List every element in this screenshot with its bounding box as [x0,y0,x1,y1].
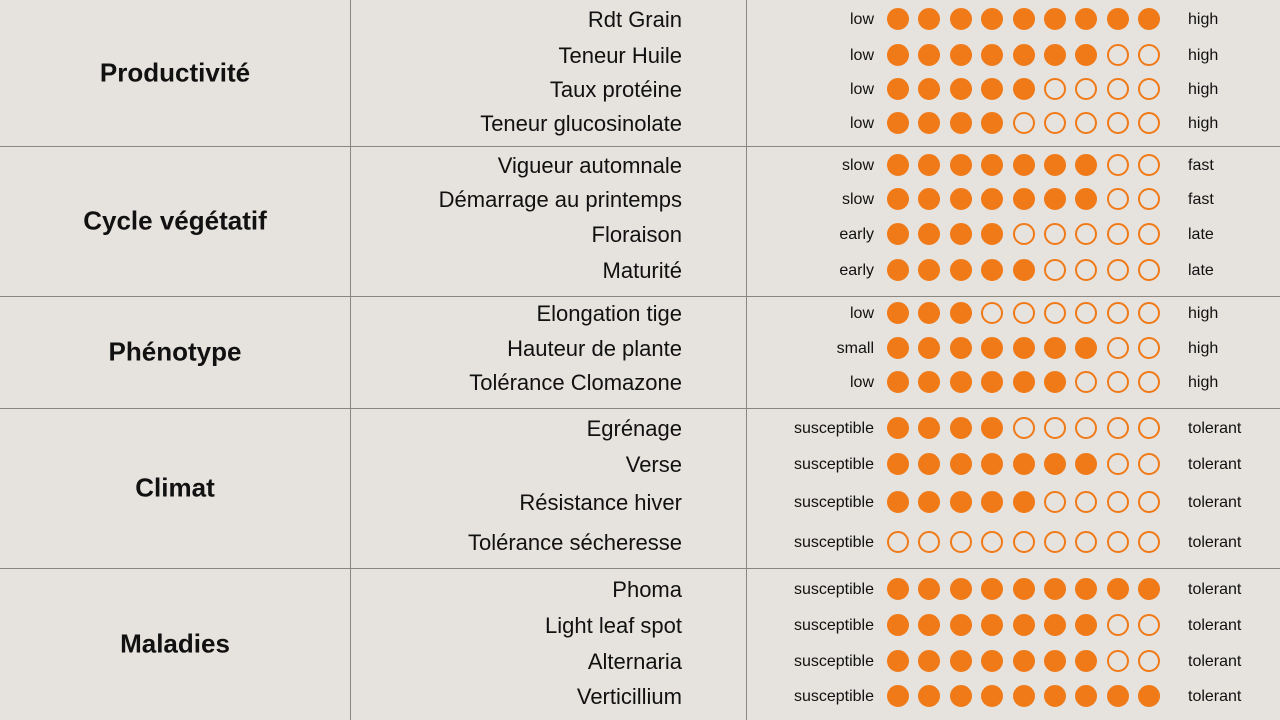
trait-row [0,332,1280,366]
trait-row [0,254,1280,288]
trait-row [0,183,1280,217]
trait-name: Phoma [612,577,682,602]
rating-dot-filled [950,44,972,66]
rating-dot-filled [887,337,909,359]
rating-dots [887,8,1170,32]
rating-dot-empty [1044,531,1066,553]
rating-dot-empty [1138,188,1160,210]
rating-dot-filled [981,453,1003,475]
rating-dot-empty [1075,302,1097,324]
rating-dot-filled [950,578,972,600]
rating-dot-empty [1044,302,1066,324]
trait-name: Elongation tige [536,301,682,326]
rating-dot-filled [1044,453,1066,475]
trait-name: Tolérance Clomazone [469,370,682,395]
scale-low-label: susceptible [793,456,874,473]
rating-dot-empty [1107,154,1129,176]
scale-high-label: tolerant [1188,617,1242,634]
trait-row [0,448,1280,482]
rating-dot-filled [918,685,940,707]
rating-dot-empty [1107,491,1129,513]
section-title: Cycle végétatif [83,205,267,236]
scale-low-label: susceptible [793,688,874,705]
scale-high-label: tolerant [1188,653,1242,670]
rating-dot-empty [1107,223,1129,245]
rating-dot-filled [950,614,972,636]
rating-dot-empty [1138,44,1160,66]
scale-low-label: small [836,340,874,357]
rating-dot-filled [981,371,1003,393]
section-title: Phénotype [108,336,242,367]
rating-dot-empty [1107,417,1129,439]
rating-dot-filled [918,417,940,439]
trait-row [0,609,1280,643]
scale-high-label: high [1188,305,1219,322]
rating-dot-empty [1138,650,1160,672]
rating-dot-filled [1107,578,1129,600]
scale-low-label: susceptible [793,617,874,634]
rating-dot-filled [1044,8,1066,30]
rating-dot-filled [1044,578,1066,600]
rating-dot-filled [887,302,909,324]
rating-dot-filled [981,44,1003,66]
rating-dot-filled [1013,491,1035,513]
rating-dot-filled [887,44,909,66]
rating-dot-filled [1107,685,1129,707]
rating-dot-empty [1107,44,1129,66]
rating-dot-filled [950,453,972,475]
rating-dot-filled [981,259,1003,281]
rating-dot-empty [1075,259,1097,281]
rating-dot-filled [1044,685,1066,707]
trait-name: Teneur glucosinolate [480,111,682,136]
rating-dots [887,223,1170,247]
rating-dot-filled [1044,371,1066,393]
rating-dot-filled [981,417,1003,439]
rating-dot-filled [1013,650,1035,672]
trait-name: Vigueur automnale [497,153,682,178]
rating-dot-empty [1138,453,1160,475]
rating-dot-empty [1075,371,1097,393]
rating-dots [887,154,1170,178]
rating-dot-empty [887,531,909,553]
rating-dot-filled [950,685,972,707]
trait-row [0,3,1280,37]
rating-dot-filled [950,188,972,210]
section-divider [0,146,1280,147]
rating-dot-empty [1138,302,1160,324]
section-title: Climat [135,472,215,503]
trait-row [0,680,1280,714]
rating-dot-empty [1107,78,1129,100]
rating-dot-filled [1075,337,1097,359]
rating-dots [887,531,1170,555]
rating-dots [887,259,1170,283]
rating-dots [887,188,1170,212]
trait-name: Tolérance sécheresse [467,530,682,555]
rating-dot-filled [1044,154,1066,176]
rating-dot-filled [918,188,940,210]
scale-high-label: high [1188,340,1219,357]
rating-dot-empty [1138,223,1160,245]
rating-dot-filled [950,259,972,281]
rating-dot-empty [1138,417,1160,439]
rating-dot-filled [1044,44,1066,66]
rating-dot-empty [1138,491,1160,513]
scale-high-label: late [1188,262,1214,279]
rating-dot-filled [1075,614,1097,636]
rating-dot-empty [1138,112,1160,134]
rating-dot-filled [1013,188,1035,210]
scale-low-label: susceptible [793,420,874,437]
rating-dot-filled [981,685,1003,707]
rating-dot-empty [1107,302,1129,324]
rating-dot-filled [950,112,972,134]
rating-dot-empty [1075,491,1097,513]
rating-dot-filled [1013,685,1035,707]
trait-name: Rdt Grain [587,7,682,32]
trait-row [0,149,1280,183]
scale-high-label: tolerant [1188,494,1242,511]
trait-name: Démarrage au printemps [438,187,682,212]
rating-dot-filled [887,578,909,600]
scale-high-label: high [1188,81,1219,98]
rating-dot-filled [981,337,1003,359]
rating-dot-filled [1044,650,1066,672]
rating-dot-filled [1044,337,1066,359]
section-title: Productivité [99,57,251,88]
rating-dot-empty [1044,223,1066,245]
trait-row [0,573,1280,607]
trait-row [0,297,1280,331]
rating-dot-filled [918,223,940,245]
rating-dot-filled [950,417,972,439]
rating-dot-filled [950,78,972,100]
scale-low-label: low [849,305,874,322]
trait-row [0,39,1280,73]
rating-dots [887,614,1170,638]
rating-dot-filled [918,491,940,513]
rating-dot-filled [1013,44,1035,66]
rating-dot-empty [1107,188,1129,210]
trait-name: Verticillium [576,684,682,709]
trait-name: Verse [625,452,682,477]
rating-dot-filled [887,650,909,672]
rating-dot-empty [918,531,940,553]
rating-dot-filled [887,8,909,30]
rating-dot-empty [1044,112,1066,134]
rating-dot-filled [981,223,1003,245]
rating-dot-empty [1013,112,1035,134]
rating-dot-filled [981,614,1003,636]
trait-name: Hauteur de plante [507,336,682,361]
rating-dot-filled [1013,578,1035,600]
rating-dot-filled [1013,371,1035,393]
trait-row [0,526,1280,560]
rating-dot-filled [1075,8,1097,30]
rating-dot-empty [1075,223,1097,245]
rating-dot-filled [918,578,940,600]
rating-dot-filled [918,371,940,393]
rating-dots [887,44,1170,68]
rating-dot-filled [1075,650,1097,672]
rating-dot-filled [1138,578,1160,600]
rating-dot-filled [981,650,1003,672]
scale-high-label: tolerant [1188,534,1242,551]
rating-dot-empty [1138,259,1160,281]
scale-low-label: low [849,115,874,132]
rating-dot-filled [1075,685,1097,707]
rating-dot-filled [887,188,909,210]
rating-dot-filled [950,337,972,359]
rating-dot-empty [1107,614,1129,636]
rating-dot-filled [1013,154,1035,176]
rating-dot-empty [1013,223,1035,245]
trait-row [0,218,1280,252]
rating-dots [887,685,1170,709]
scale-high-label: tolerant [1188,456,1242,473]
rating-dot-filled [1138,685,1160,707]
rating-dots [887,578,1170,602]
rating-dots [887,337,1170,361]
rating-dot-filled [887,78,909,100]
scale-low-label: low [849,47,874,64]
scale-high-label: tolerant [1188,581,1242,598]
rating-dot-filled [981,491,1003,513]
rating-dot-filled [918,78,940,100]
rating-dot-empty [1138,337,1160,359]
rating-dot-empty [950,531,972,553]
rating-dot-filled [1013,259,1035,281]
trait-name: Maturité [602,258,682,283]
rating-dot-empty [1075,531,1097,553]
rating-dot-filled [887,259,909,281]
scale-low-label: low [849,11,874,28]
rating-dot-filled [950,223,972,245]
scale-low-label: low [849,81,874,98]
rating-dot-filled [887,223,909,245]
rating-dot-empty [1107,650,1129,672]
rating-dot-filled [1075,578,1097,600]
rating-dot-empty [1107,112,1129,134]
trait-name: Alternaria [587,649,682,674]
trait-row [0,73,1280,107]
rating-dot-filled [918,44,940,66]
scale-high-label: high [1188,374,1219,391]
scale-high-label: high [1188,47,1219,64]
rating-dot-empty [1044,417,1066,439]
trait-name: Floraison [591,222,682,247]
rating-dots [887,453,1170,477]
rating-dot-empty [1107,259,1129,281]
rating-dot-empty [981,531,1003,553]
rating-dot-empty [1013,302,1035,324]
scale-low-label: slow [841,191,874,208]
rating-dot-filled [887,614,909,636]
scale-high-label: tolerant [1188,688,1242,705]
rating-dot-empty [1107,371,1129,393]
rating-dot-filled [981,112,1003,134]
rating-dot-filled [918,302,940,324]
rating-dot-filled [1075,154,1097,176]
rating-dot-empty [1138,78,1160,100]
rating-dot-filled [981,578,1003,600]
rating-dot-filled [918,614,940,636]
rating-dots [887,650,1170,674]
trait-row [0,412,1280,446]
scale-low-label: early [839,226,874,243]
scale-high-label: high [1188,11,1219,28]
rating-dot-filled [1013,453,1035,475]
scale-low-label: susceptible [793,581,874,598]
rating-dot-filled [887,417,909,439]
rating-dot-filled [981,8,1003,30]
rating-dot-empty [1138,154,1160,176]
rating-dots [887,417,1170,441]
rating-dot-empty [981,302,1003,324]
trait-name: Taux protéine [549,77,682,102]
scale-low-label: susceptible [793,653,874,670]
rating-dot-filled [1044,614,1066,636]
rating-dot-filled [887,491,909,513]
rating-dot-filled [981,154,1003,176]
scale-high-label: late [1188,226,1214,243]
rating-dots [887,112,1170,136]
rating-dot-filled [1013,614,1035,636]
scale-low-label: early [839,262,874,279]
rating-dot-filled [1075,44,1097,66]
rating-dot-filled [950,302,972,324]
rating-dot-filled [1075,453,1097,475]
rating-dot-empty [1013,531,1035,553]
rating-dot-empty [1107,337,1129,359]
section-divider [0,568,1280,569]
rating-dot-empty [1138,371,1160,393]
rating-dot-filled [887,112,909,134]
trait-row [0,107,1280,141]
rating-dot-filled [918,453,940,475]
rating-dot-filled [918,259,940,281]
rating-dot-empty [1013,417,1035,439]
rating-dot-filled [1044,188,1066,210]
trait-name: Résistance hiver [519,490,682,515]
rating-dot-filled [1013,8,1035,30]
rating-dot-filled [1107,8,1129,30]
rating-dot-filled [1013,78,1035,100]
rating-dot-filled [1075,188,1097,210]
rating-dot-empty [1138,614,1160,636]
scale-high-label: tolerant [1188,420,1242,437]
scale-high-label: fast [1188,191,1214,208]
rating-dot-filled [887,685,909,707]
rating-dot-filled [918,8,940,30]
rating-dot-filled [950,154,972,176]
rating-dot-filled [918,337,940,359]
rating-dot-empty [1044,78,1066,100]
rating-dot-filled [950,8,972,30]
rating-dot-filled [887,371,909,393]
rating-dot-filled [981,78,1003,100]
rating-dot-filled [1013,337,1035,359]
scale-low-label: susceptible [793,494,874,511]
scale-low-label: low [849,374,874,391]
rating-dot-filled [918,112,940,134]
rating-dot-filled [887,154,909,176]
rating-dot-empty [1044,491,1066,513]
trait-name: Light leaf spot [545,613,682,638]
rating-dot-empty [1075,417,1097,439]
rating-dot-filled [918,154,940,176]
trait-row [0,486,1280,520]
section-title: Maladies [120,628,230,659]
rating-dot-filled [950,371,972,393]
scale-low-label: slow [841,157,874,174]
section-divider [0,408,1280,409]
rating-dot-filled [1138,8,1160,30]
rating-dot-empty [1075,78,1097,100]
rating-dots [887,491,1170,515]
rating-dot-empty [1107,453,1129,475]
rating-dot-filled [981,188,1003,210]
rating-dots [887,302,1170,326]
rating-dot-empty [1107,531,1129,553]
rating-dot-filled [887,453,909,475]
trait-row [0,645,1280,679]
trait-row [0,366,1280,400]
scale-high-label: fast [1188,157,1214,174]
rating-dot-filled [950,650,972,672]
rating-dots [887,78,1170,102]
trait-name: Egrénage [586,416,682,441]
scale-high-label: high [1188,115,1219,132]
rating-dot-empty [1075,112,1097,134]
rating-dots [887,371,1170,395]
rating-dot-filled [918,650,940,672]
rating-dot-filled [950,491,972,513]
trait-name: Teneur Huile [558,43,682,68]
rating-dot-empty [1044,259,1066,281]
scale-low-label: susceptible [793,534,874,551]
rating-dot-empty [1138,531,1160,553]
